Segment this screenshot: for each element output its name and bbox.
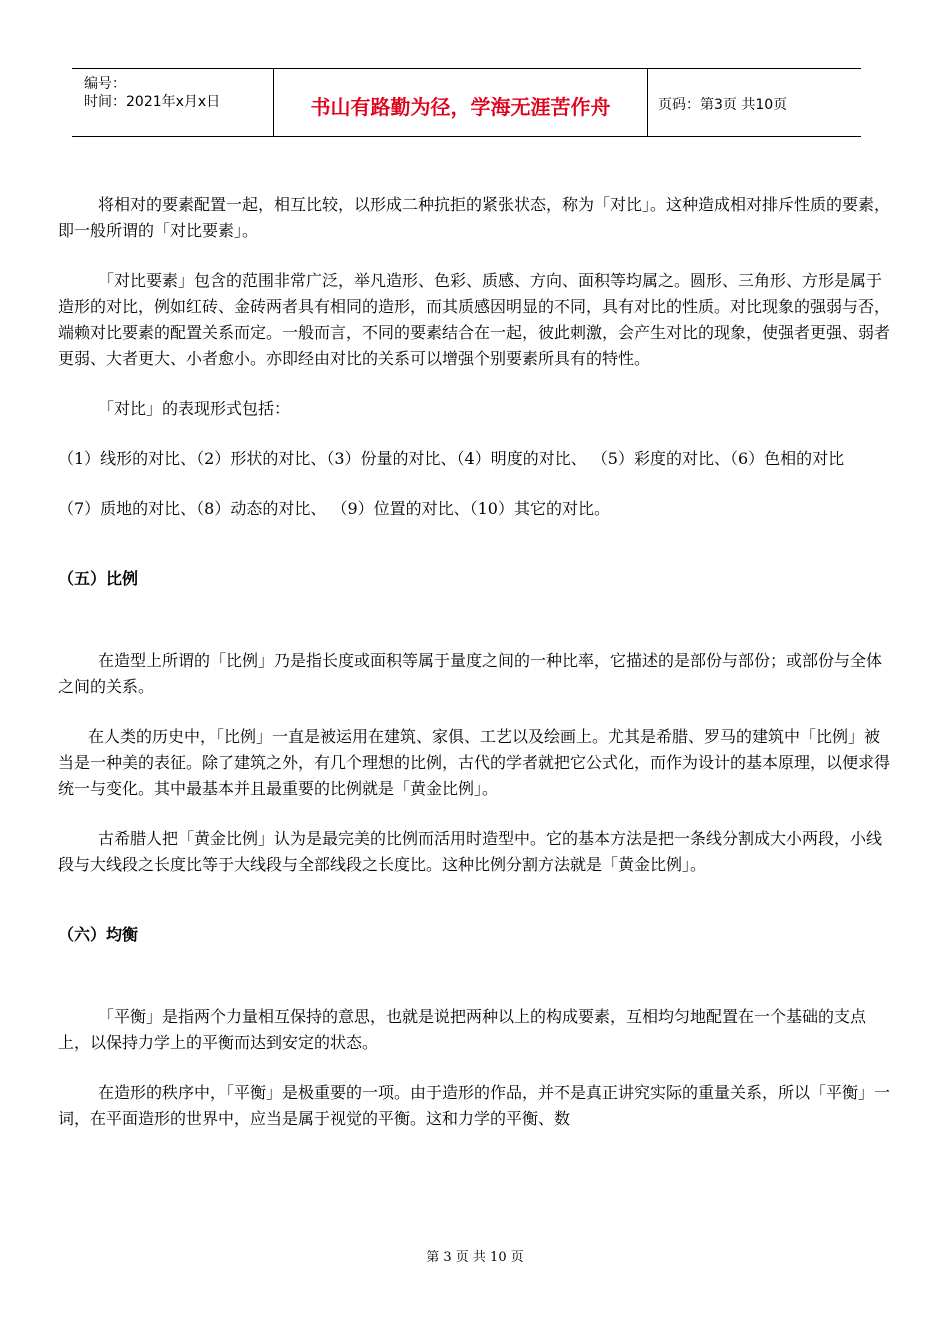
header-page-code: 页码：第3页 共10页: [658, 97, 788, 113]
doc-time-label: 时间：2021年x月x日: [84, 94, 221, 110]
paragraph-contrast-forms-intro: 「对比」的表现形式包括：: [98, 399, 291, 418]
paragraph-contrast-elements: 「对比要素」包含的范围非常广泛，举凡造形、色彩、质感、方向、面积等均属之。圆形、三角形、方形是属于造形的对比，例如红砖、金砖两者具有相同的造形，而其质感因明显的不同，具有对比的性质。对比现象的强弱与否，端赖对比要素的配置关系而定。一般而言，不同的要素结合在一起，彼此刺激，会产生对比的现象，使强者更强、弱者更弱、大者更大、小者愈小。亦即经由对比的关系可以增强个别要素所具有的特性。: [58, 271, 891, 368]
document-body: [58, 192, 892, 1132]
paragraph-golden-ratio: 古希腊人把「黄金比例」认为是最完美的比例而活用时造型中。它的基本方法是把一条线分割成大小两段，小线段与大线段之长度比等于大线段与全部线段之长度比。这种比例分割方法就是「黄金比例」。: [58, 829, 883, 874]
header-page-cell: [648, 69, 861, 136]
paragraph-balance-definition: 「平衡」是指两个力量相互保持的意思，也就是说把两种以上的构成要素，互相均匀地配置在一个基础的支点上，以保持力学上的平衡而达到安定的状态。: [58, 1007, 867, 1052]
page-header: [72, 68, 861, 137]
section-heading-balance: （六）均衡: [58, 925, 139, 944]
section-heading-proportion: （五）比例: [58, 569, 139, 588]
header-motto-cell: [274, 69, 648, 136]
paragraph-balance-visual: 在造形的秩序中，「平衡」是极重要的一项。由于造形的作品，并不是真正讲究实际的重量关系，所以「平衡」一词，在平面造形的世界中，应当是属于视觉的平衡。这和力学的平衡、数: [58, 1083, 891, 1128]
paragraph-contrast-definition: 将相对的要素配置一起，相互比较，以形成二种抗拒的紧张状态，称为「对比」。这种造成相对排斥性质的要素，即一般所谓的「对比要素」。: [58, 195, 891, 240]
paragraph-contrast-forms-list-2: （7）质地的对比、（8）动态的对比、 （9）位置的对比、（10）其它的对比。: [58, 499, 610, 518]
page-footer: 第 3 页 共 10 页: [426, 1250, 524, 1265]
paragraph-proportion-definition: 在造型上所谓的「比例」乃是指长度或面积等属于量度之间的一种比率，它描述的是部份与部份；或部份与全体之间的关系。: [58, 651, 883, 696]
paragraph-contrast-forms-list-1: （1）线形的对比、（2）形状的对比、（3）份量的对比、（4）明度的对比、 （5）彩度的对比、（6）色相的对比: [58, 449, 845, 468]
header-meta-cell: [72, 69, 274, 136]
header-motto: 书山有路勤为径，学海无涯苦作舟: [310, 95, 611, 119]
doc-number-label: 编号：: [84, 76, 126, 92]
paragraph-proportion-history: 在人类的历史中，「比例」一直是被运用在建筑、家俱、工艺以及绘画上。尤其是希腊、罗马的建筑中「比例」被当是一种美的表征。除了建筑之外，有几个理想的比例，古代的学者就把它公式化，而作为设计的基本原理，以便求得统一与变化。其中最基本并且最重要的比例就是「黄金比例」。: [58, 727, 891, 798]
